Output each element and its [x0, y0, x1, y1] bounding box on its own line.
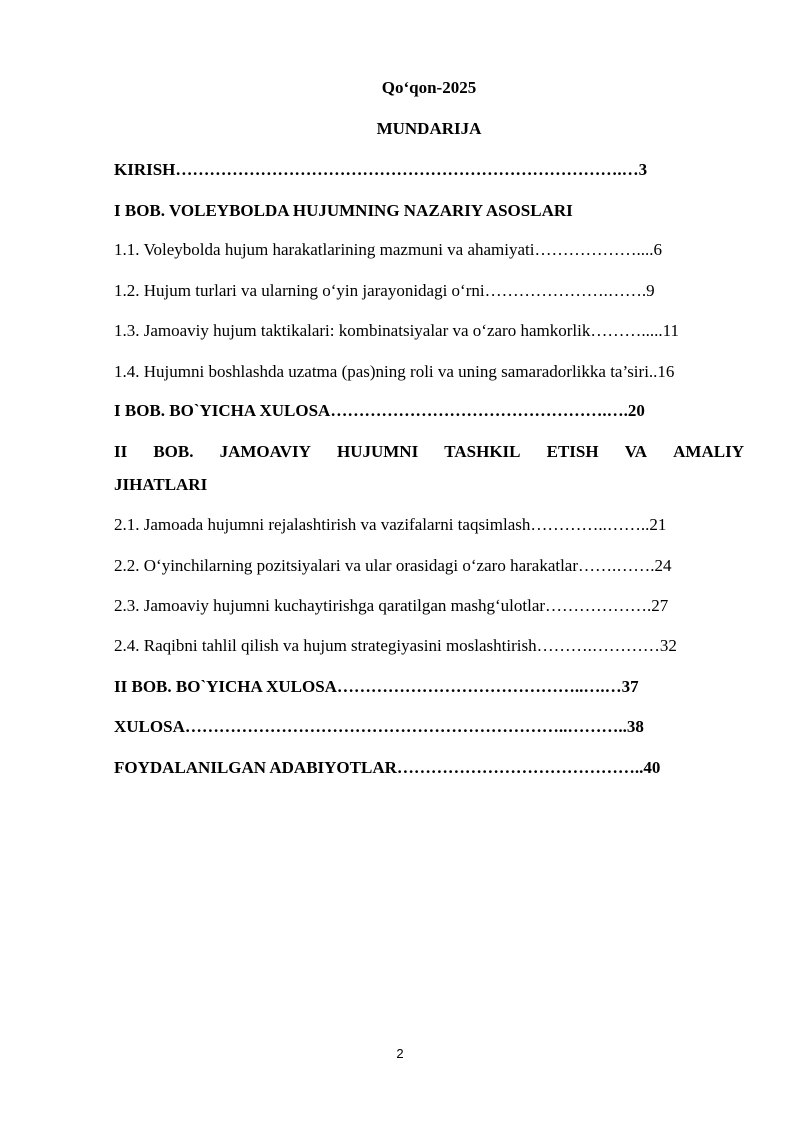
toc-entry-adabiyotlar: FOYDALANILGAN ADABIYOTLAR……………………………………..40: [114, 758, 661, 777]
city-year: Qo‘qon-2025: [381, 78, 477, 97]
heading-word: II: [114, 442, 128, 461]
toc-entry-2-2: 2.2. O‘yinchilarning pozitsiyalari va ular orasidagi o‘zaro harakatlar…….…….24: [114, 556, 672, 575]
toc-chapter1-heading: I BOB. VOLEYBOLDA HUJUMNING NAZARIY ASOSLARI: [114, 201, 573, 220]
toc-entry-2-4: 2.4. Raqibni tahlil qilish va hujum strategiyasini moslashtirish……….…………32: [114, 636, 677, 655]
heading-word: TASHKIL: [444, 442, 521, 461]
toc-entry-2-3: 2.3. Jamoaviy hujumni kuchaytirishga qaratilgan mashg‘ulotlar……………….27: [114, 596, 669, 615]
heading-word: VA: [624, 442, 648, 461]
page-number: 2: [396, 1046, 404, 1061]
toc-entry-1-3: 1.3. Jamoaviy hujum taktikalari: kombinatsiyalar va o‘zaro hamkorlik……….....11: [114, 321, 679, 340]
toc-entry-1-2: 1.2. Hujum turlari va ularning o‘yin jarayonidagi o‘rni………………….…….9: [114, 281, 655, 300]
heading-word: BOB.: [153, 442, 194, 461]
toc-chapter2-heading: [114, 441, 744, 463]
heading-word: JAMOAVIY: [219, 442, 311, 461]
toc-chapter1-conclusion: I BOB. BO`YICHA XULOSA………………………………………….….20: [114, 401, 645, 420]
toc-chapter2-conclusion: II BOB. BO`YICHA XULOSA……………………………………..….…37: [114, 677, 639, 696]
page-title: MUNDARIJA: [376, 119, 482, 138]
toc-entry-1-4: 1.4. Hujumni boshlashda uzatma (pas)ning roli va uning samaradorlikka ta’siri..16: [114, 362, 675, 381]
heading-word: ETISH: [546, 442, 599, 461]
toc-entry-1-1: 1.1. Voleybolda hujum harakatlarining mazmuni va ahamiyati………………....6: [114, 240, 662, 259]
heading-word: HUJUMNI: [336, 442, 419, 461]
toc-entry-kirish: KIRISH…………………………………………………………………….…3: [114, 160, 648, 179]
toc-entry-xulosa: XULOSA…………………………………………………………..………..38: [114, 717, 644, 736]
heading-word: AMALIY: [673, 442, 744, 461]
toc-chapter2-heading-line2: JIHATLARI: [114, 475, 208, 494]
toc-entry-2-1: 2.1. Jamoada hujumni rejalashtirish va vazifalarni taqsimlash…………..……..21: [114, 515, 667, 534]
